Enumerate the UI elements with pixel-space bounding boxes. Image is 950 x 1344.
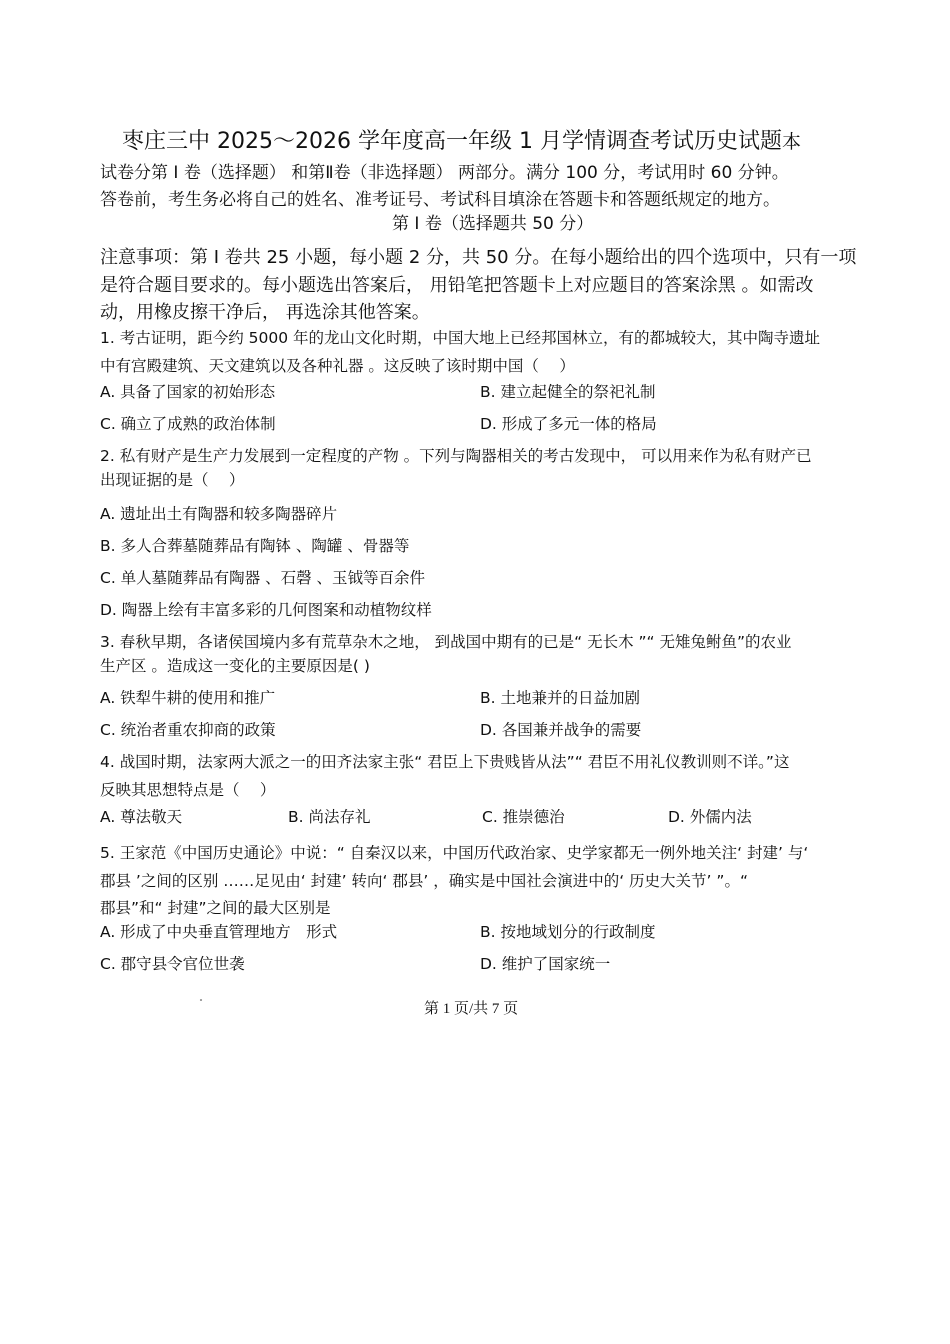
notice-line-1: 注意事项：第 I 卷共 25 小题，每小题 2 分，共 50 分。在每小题给出的四个选项中，只有一项 — [100, 247, 857, 268]
question-5-option-d: D. 维护了国家统一 — [480, 955, 611, 973]
question-3-option-d: D. 各国兼并战争的需要 — [480, 721, 642, 739]
title-tail: 本 — [781, 131, 801, 153]
question-3-option-c: C. 统治者重农抑商的政策 — [100, 721, 276, 739]
question-4-stem-line-2: 反映其思想特点是（ ） — [100, 781, 276, 799]
intro-line-1: 试卷分第 I 卷（选择题） 和第Ⅱ卷（非选择题） 两部分。满分 100 分，考试用时 60 分钟。 — [100, 163, 789, 183]
question-2-stem-line-2: 出现证据的是（ ） — [100, 471, 245, 489]
title-text: 枣庄三中 2025～2026 学年度高一年级 1 月学情调查考试历史试题 — [122, 129, 782, 154]
question-4-option-d: D. 外儒内法 — [668, 808, 752, 826]
notice-line-3: 动，用橡皮擦干净后， 再选涂其他答案。 — [100, 302, 430, 323]
question-1-option-a: A. 具备了国家的初始形态 — [100, 383, 276, 401]
footer-mark: ˚ — [199, 999, 203, 1008]
question-2-stem-line-1: 2. 私有财产是生产力发展到一定程度的产物 。下列与陶器相关的考古发现中， 可以用来作为私有财产已 — [100, 447, 812, 465]
question-1-stem-line-2: 中有宫殿建筑、天文建筑以及各种礼器 。这反映了该时期中国（ ） — [100, 357, 575, 375]
question-1-stem-line-1: 1. 考古证明，距今约 5000 年的龙山文化时期，中国大地上已经邦国林立，有的都城较大，其中陶寺遗址 — [100, 329, 821, 347]
question-4-stem-line-1: 4. 战国时期，法家两大派之一的田齐法家主张“ 君臣上下贵贱皆从法”“ 君臣不用礼仪教训则不详。”这 — [100, 753, 790, 771]
question-1-option-b: B. 建立起健全的祭祀礼制 — [480, 383, 656, 401]
question-5-option-b: B. 按地域划分的行政制度 — [480, 923, 656, 941]
notice-line-2: 是符合题目要求的。每小题选出答案后， 用铅笔把答题卡上对应题目的答案涂黑 。如需改 — [100, 275, 814, 296]
question-5-stem-line-2: 郡县 ’之间的区别 ……足见由‘ 封建’ 转向‘ 郡县’ ，确实是中国社会演进中的‘ 历史大关节’ ”。“ — [100, 872, 748, 890]
page-title — [122, 124, 801, 155]
question-5-stem-line-1: 5. 王家范《中国历史通论》中说：“ 自秦汉以来，中国历代政治家、史学家都无一例外地关注‘ 封建’ 与‘ — [100, 844, 809, 862]
page-number-footer: 第 1 页/共 7 页 — [424, 1001, 519, 1017]
question-1-option-c: C. 确立了成熟的政治体制 — [100, 415, 276, 433]
question-3-stem-line-2: 生产区 。造成这一变化的主要原因是( ) — [100, 657, 370, 675]
question-2-option-d: D. 陶器上绘有丰富多彩的几何图案和动植物纹样 — [100, 601, 432, 619]
section-title: 第 I 卷（选择题共 50 分） — [392, 214, 594, 234]
question-2-option-a: A. 遗址出土有陶器和较多陶器碎片 — [100, 505, 338, 523]
intro-line-2: 答卷前，考生务必将自己的姓名、准考证号、考试科目填涂在答题卡和答题纸规定的地方。 — [100, 190, 780, 210]
question-4-option-a: A. 尊法敬天 — [100, 808, 183, 826]
question-5-option-c: C. 郡守县令官位世袭 — [100, 955, 245, 973]
question-5-option-a: A. 形成了中央垂直管理地方 形式 — [100, 923, 338, 941]
question-4-option-b: B. 尚法存礼 — [288, 808, 371, 826]
question-4-option-c: C. 推崇德治 — [482, 808, 565, 826]
question-1-option-d: D. 形成了多元一体的格局 — [480, 415, 657, 433]
question-2-option-c: C. 单人墓随葬品有陶器 、石磬 、玉钺等百余件 — [100, 569, 426, 587]
question-3-option-a: A. 铁犁牛耕的使用和推广 — [100, 689, 276, 707]
question-2-option-b: B. 多人合葬墓随葬品有陶钵 、陶罐 、骨器等 — [100, 537, 410, 555]
question-3-stem-line-1: 3. 春秋早期，各诸侯国境内多有荒草杂木之地， 到战国中期有的已是“ 无长木 ”“ 无雉兔鲋鱼”的农业 — [100, 633, 792, 651]
question-3-option-b: B. 土地兼并的日益加剧 — [480, 689, 640, 707]
question-5-stem-line-3: 郡县”和“ 封建”之间的最大区别是 — [100, 899, 331, 917]
